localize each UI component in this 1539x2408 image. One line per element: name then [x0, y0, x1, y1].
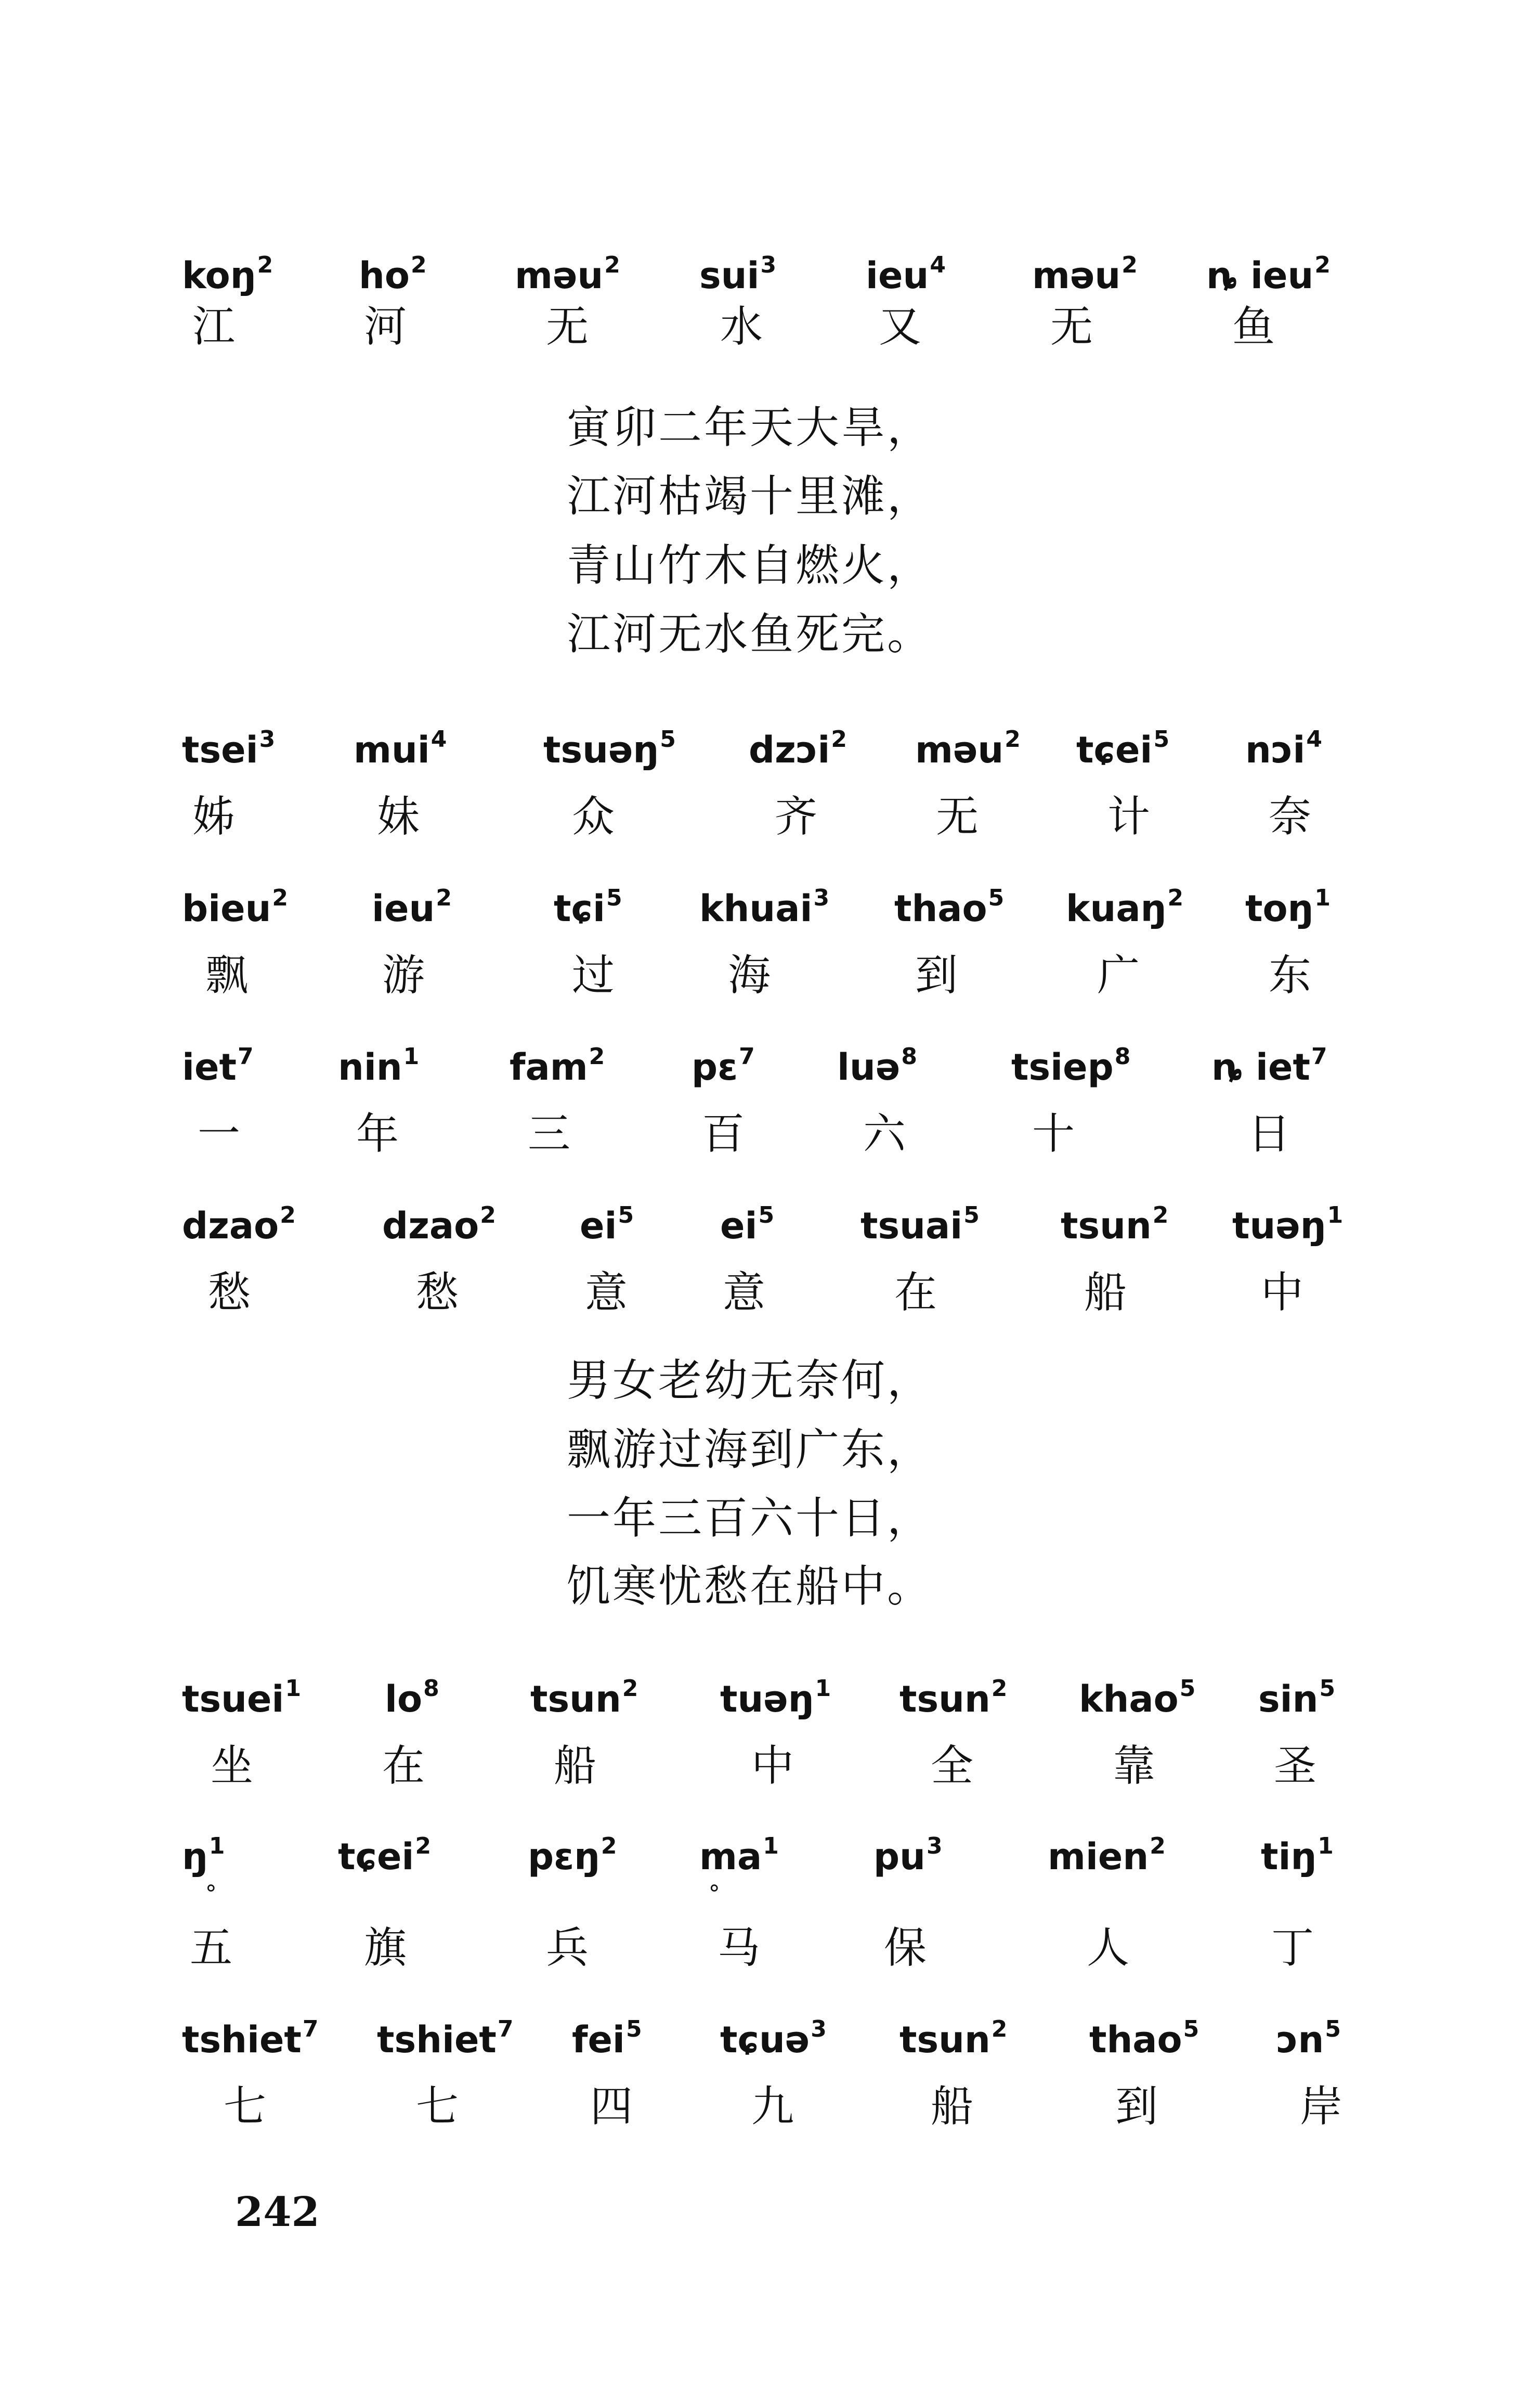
- hanzi: 姊: [192, 792, 236, 841]
- romanization: thao$^5$: [894, 885, 1005, 930]
- romanization: $ma^1$: [699, 1833, 779, 1878]
- hanzi: 计: [1107, 792, 1151, 841]
- romanization: tɕuə$^3$: [720, 2016, 827, 2061]
- hanzi: 中: [751, 1741, 794, 1791]
- hanzi: 七: [224, 2082, 267, 2131]
- romanization: tiŋ$^1$: [1261, 1833, 1334, 1878]
- romanization: khuai$^3$: [699, 885, 830, 930]
- romanization: tɕi$^5$: [554, 885, 622, 930]
- romanization: iet$^7$: [182, 1043, 254, 1089]
- hanzi: 保: [884, 1923, 927, 1973]
- romanization: tsun$^2$: [899, 1675, 1008, 1720]
- romanization: $pu^3$: [873, 1833, 943, 1878]
- hanzi: 在: [894, 1268, 937, 1317]
- romanization: sui$^3$: [699, 252, 777, 297]
- romanization: koŋ$^2$: [182, 252, 273, 297]
- romanization: pɛŋ$^2$: [528, 1833, 617, 1878]
- hanzi: 马: [718, 1923, 761, 1973]
- hanzi: 九: [751, 2082, 794, 2131]
- hanzi: 无: [936, 792, 979, 841]
- romanization: tuəŋ$^1$: [1232, 1202, 1344, 1247]
- romanization: ȵ iet$^7$: [1211, 1043, 1327, 1089]
- hanzi: 飘: [205, 951, 249, 1000]
- romanization: $ei^5$: [720, 1202, 775, 1247]
- hanzi: 船: [1084, 1268, 1127, 1317]
- hanzi: 船: [931, 2082, 974, 2131]
- hanzi: 过: [572, 951, 615, 1000]
- hanzi: 广: [1097, 951, 1140, 1000]
- romanization: tsuai$^5$: [860, 1202, 980, 1247]
- verse-line: 青山竹木自燃火，: [567, 540, 933, 591]
- romanization: toŋ$^1$: [1245, 885, 1331, 930]
- romanization: məu$^2$: [1032, 252, 1138, 297]
- hanzi: 旗: [364, 1923, 407, 1973]
- romanization: thao$^5$: [1089, 2016, 1199, 2061]
- hanzi: 到: [1115, 2082, 1158, 2131]
- hanzi: 无: [1050, 302, 1093, 352]
- hanzi: 五: [190, 1923, 233, 1973]
- hanzi: 六: [863, 1109, 906, 1159]
- verse-line: 江河无水鱼死完。: [567, 609, 933, 659]
- hanzi: 东: [1269, 951, 1312, 1000]
- romanization: $ŋ^1$: [182, 1833, 225, 1878]
- hanzi: 七: [416, 2082, 459, 2131]
- romanization: mui$^4$: [354, 726, 447, 771]
- hanzi: 一: [198, 1109, 241, 1159]
- hanzi: 兵: [546, 1923, 589, 1973]
- hanzi: 妹: [377, 792, 420, 841]
- hanzi: 奈: [1269, 792, 1312, 841]
- romanization: tɕei$^5$: [1076, 726, 1170, 771]
- hanzi: 丁: [1271, 1923, 1314, 1973]
- hanzi: 年: [356, 1109, 399, 1159]
- romanization: $ei^5$: [580, 1202, 634, 1247]
- romanization: $\sin^5$: [1258, 1675, 1336, 1720]
- romanization: luə$^8$: [837, 1043, 917, 1089]
- hanzi: 四: [590, 2082, 633, 2131]
- romanization: ieu$^4$: [866, 252, 946, 297]
- hanzi: 三: [528, 1109, 571, 1159]
- romanization: tsun$^2$: [1061, 1202, 1169, 1247]
- verse-line: 江河枯竭十里滩，: [567, 471, 933, 522]
- romanization: tshiet$^7$: [377, 2016, 514, 2061]
- verse-line: 寅卯二年天大旱，: [567, 402, 933, 453]
- romanization: nɔi$^4$: [1245, 726, 1322, 771]
- hanzi: 全: [931, 1741, 974, 1791]
- hanzi: 中: [1261, 1268, 1304, 1317]
- verse-line: 男女老幼无奈何，: [567, 1355, 933, 1406]
- romanization: ieu$^2$: [372, 885, 452, 930]
- verse-line: 饥寒忧愁在船中。: [567, 1561, 933, 1612]
- hanzi: 又: [879, 302, 922, 352]
- hanzi: 鱼: [1232, 302, 1275, 352]
- hanzi: 到: [915, 951, 958, 1000]
- romanization: tsuei$^1$: [182, 1675, 302, 1720]
- romanization: tsun$^2$: [899, 2016, 1008, 2061]
- hanzi: 坐: [211, 1741, 254, 1791]
- romanization: dzao$^2$: [182, 1202, 296, 1247]
- hanzi: 在: [382, 1741, 425, 1791]
- syllabic-mark: ∘: [204, 1874, 218, 1901]
- romanization: ȵ ieu$^2$: [1206, 252, 1331, 297]
- hanzi: 齐: [775, 792, 818, 841]
- hanzi: 日: [1248, 1109, 1291, 1159]
- romanization: tshiet$^7$: [182, 2016, 319, 2061]
- romanization: fam$^2$: [510, 1043, 605, 1089]
- hanzi: 愁: [208, 1268, 251, 1317]
- romanization: tsuəŋ$^5$: [543, 726, 676, 771]
- hanzi: 船: [554, 1741, 597, 1791]
- romanization: tɕei$^2$: [338, 1833, 432, 1878]
- hanzi: 意: [723, 1268, 766, 1317]
- hanzi: 百: [702, 1109, 745, 1159]
- hanzi: 意: [585, 1268, 628, 1317]
- hanzi: 岸: [1300, 2082, 1343, 2131]
- romanization: tsun$^2$: [530, 1675, 638, 1720]
- hanzi: 圣: [1274, 1741, 1317, 1791]
- hanzi: 河: [364, 302, 407, 352]
- romanization: kuaŋ$^2$: [1066, 885, 1184, 930]
- romanization: məu$^2$: [915, 726, 1021, 771]
- hanzi: 水: [720, 302, 763, 352]
- hanzi: 人: [1087, 1923, 1130, 1973]
- romanization: dzao$^2$: [382, 1202, 496, 1247]
- hanzi: 靠: [1113, 1741, 1156, 1791]
- romanization: dzɔi$^2$: [749, 726, 847, 771]
- romanization: tsiep$^8$: [1011, 1043, 1131, 1089]
- hanzi: 江: [192, 302, 236, 352]
- hanzi: 游: [382, 951, 425, 1000]
- page-number: 242: [235, 2189, 320, 2236]
- hanzi: 愁: [416, 1268, 459, 1317]
- romanization: bieu$^2$: [182, 885, 289, 930]
- hanzi: 海: [728, 951, 771, 1000]
- syllabic-mark: ∘: [707, 1874, 722, 1901]
- romanization: khao$^5$: [1079, 1675, 1196, 1720]
- romanization: $lo^8$: [385, 1675, 439, 1720]
- romanization: tsei$^3$: [182, 726, 276, 771]
- romanization: fei$^5$: [572, 2016, 642, 2061]
- hanzi: 十: [1032, 1109, 1075, 1159]
- romanization: $ho^2$: [359, 252, 427, 297]
- romanization: pɛ$^7$: [692, 1043, 755, 1089]
- hanzi: 众: [572, 792, 615, 841]
- verse-line: 一年三百六十日，: [567, 1493, 933, 1544]
- romanization: ɔn$^5$: [1276, 2016, 1341, 2061]
- romanization: mien$^2$: [1048, 1833, 1166, 1878]
- hanzi: 无: [546, 302, 589, 352]
- romanization: tuəŋ$^1$: [720, 1675, 831, 1720]
- romanization: nin$^1$: [338, 1043, 420, 1089]
- verse-line: 飘游过海到广东，: [567, 1424, 933, 1475]
- romanization: məu$^2$: [515, 252, 620, 297]
